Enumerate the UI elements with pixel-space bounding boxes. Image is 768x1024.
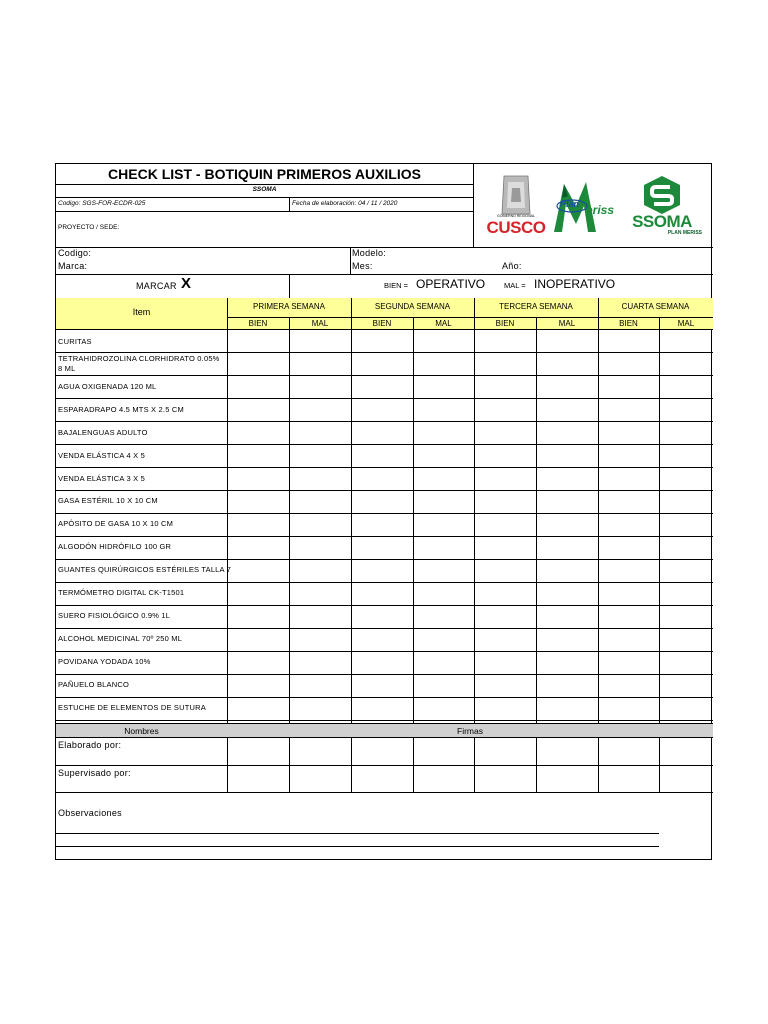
week-1-header: PRIMERA SEMANA (252, 302, 325, 311)
cusco-text: CUSCO (486, 218, 546, 237)
item-row-label: GASA ESTÉRIL 10 X 10 CM (58, 496, 158, 505)
mal-eq-label: MAL = (504, 281, 526, 290)
marcar-x: X (181, 275, 192, 292)
ssoma-text: SSOMA (632, 212, 692, 231)
project-label: PROYECTO / SEDE: (58, 224, 120, 231)
item-row-label: SUERO FISIOLÓGICO 0.9% 1L (58, 611, 171, 620)
mal-header: MAL (311, 319, 329, 328)
item-row-label: TETRAHIDROZOLINA CLORHIDRATO 0.05% (58, 354, 220, 363)
bien-header: BIEN (372, 319, 392, 328)
item-row-label-line2: 8 ML (58, 364, 76, 373)
marcar-label: MARCAR (136, 281, 177, 291)
firmas-header: Firmas (457, 726, 483, 736)
item-row-label: ESTUCHE DE ELEMENTOS DE SUTURA (58, 703, 206, 712)
observaciones-line[interactable] (56, 833, 659, 834)
codigo-label: Codigo: (58, 248, 92, 258)
mal-header: MAL (558, 319, 576, 328)
checklist-sheet (55, 163, 712, 860)
item-row-label: ALGODÓN HIDRÓFILO 100 GR (58, 542, 172, 551)
bien-header: BIEN (248, 319, 268, 328)
item-row-label: CURITAS (58, 337, 92, 346)
item-row-label: AGUA OXIGENADA 120 ML (58, 382, 157, 391)
operativo-label: OPERATIVO (416, 277, 486, 291)
form-date: Fecha de elaboración: 04 / 11 / 2020 (292, 200, 398, 207)
item-row-label: PAÑUELO BLANCO (58, 680, 130, 689)
ssoma-sub-text: PLAN MERISS (667, 230, 702, 236)
observaciones-line[interactable] (56, 846, 659, 847)
meriss-text: eriss (586, 203, 615, 217)
item-row-label: BAJALENGUAS ADULTO (58, 428, 148, 437)
nombres-header: Nombres (124, 726, 159, 736)
cusco-small-text: GOBIERNO REGIONAL (497, 214, 535, 218)
week-2-header: SEGUNDA SEMANA (374, 302, 451, 311)
mal-header: MAL (435, 319, 452, 328)
ssoma-logo (622, 174, 702, 238)
week-3-header: TERCERA SEMANA (499, 302, 573, 311)
meriss-plan-text: Plan (560, 199, 580, 209)
week-4-header: CUARTA SEMANA (621, 302, 690, 311)
mes-label: Mes: (352, 261, 373, 271)
item-row-label: POVIDANA YODADA 10% (58, 657, 151, 666)
marca-label: Marca: (58, 261, 88, 271)
anio-label: Año: (502, 261, 522, 271)
elaborado-label: Elaborado por: (58, 740, 122, 750)
inoperativo-label: INOPERATIVO (534, 277, 616, 291)
item-row-label: VENDA ELÁSTICA 3 X 5 (58, 474, 145, 483)
mal-header: MAL (677, 319, 695, 328)
observaciones-label: Observaciones (58, 808, 122, 818)
modelo-label: Modelo: (352, 248, 387, 258)
bien-header: BIEN (619, 319, 638, 328)
supervisado-label: Supervisado por: (58, 768, 131, 778)
item-header: Item (132, 307, 151, 317)
item-row-label: VENDA ELÁSTICA 4 X 5 (58, 451, 145, 460)
item-row-label: APÓSITO DE GASA 10 X 10 CM (58, 519, 174, 528)
form-subtitle: SSOMA (252, 186, 277, 193)
cusco-logo (484, 174, 548, 236)
item-row-label: ALCOHOL MEDICINAL 70º 250 ML (58, 634, 183, 643)
bien-header: BIEN (495, 319, 515, 328)
bien-eq-label: BIEN = (384, 281, 408, 290)
form-code: Codigo: SGS-FOR-ECDR-025 (58, 200, 146, 207)
item-row-label: ESPARADRAPO 4.5 MTS X 2.5 CM (58, 405, 184, 414)
item-row-label: GUANTES QUIRÚRGICOS ESTÉRILES TALLA 7 (58, 565, 232, 574)
meriss-logo (552, 176, 618, 236)
form-title: CHECK LIST - BOTIQUIN PRIMEROS AUXILIOS (108, 166, 421, 182)
ssoma-hexagon-icon (622, 174, 702, 216)
item-row-label: TERMÓMETRO DIGITAL CK-T1501 (58, 588, 185, 597)
